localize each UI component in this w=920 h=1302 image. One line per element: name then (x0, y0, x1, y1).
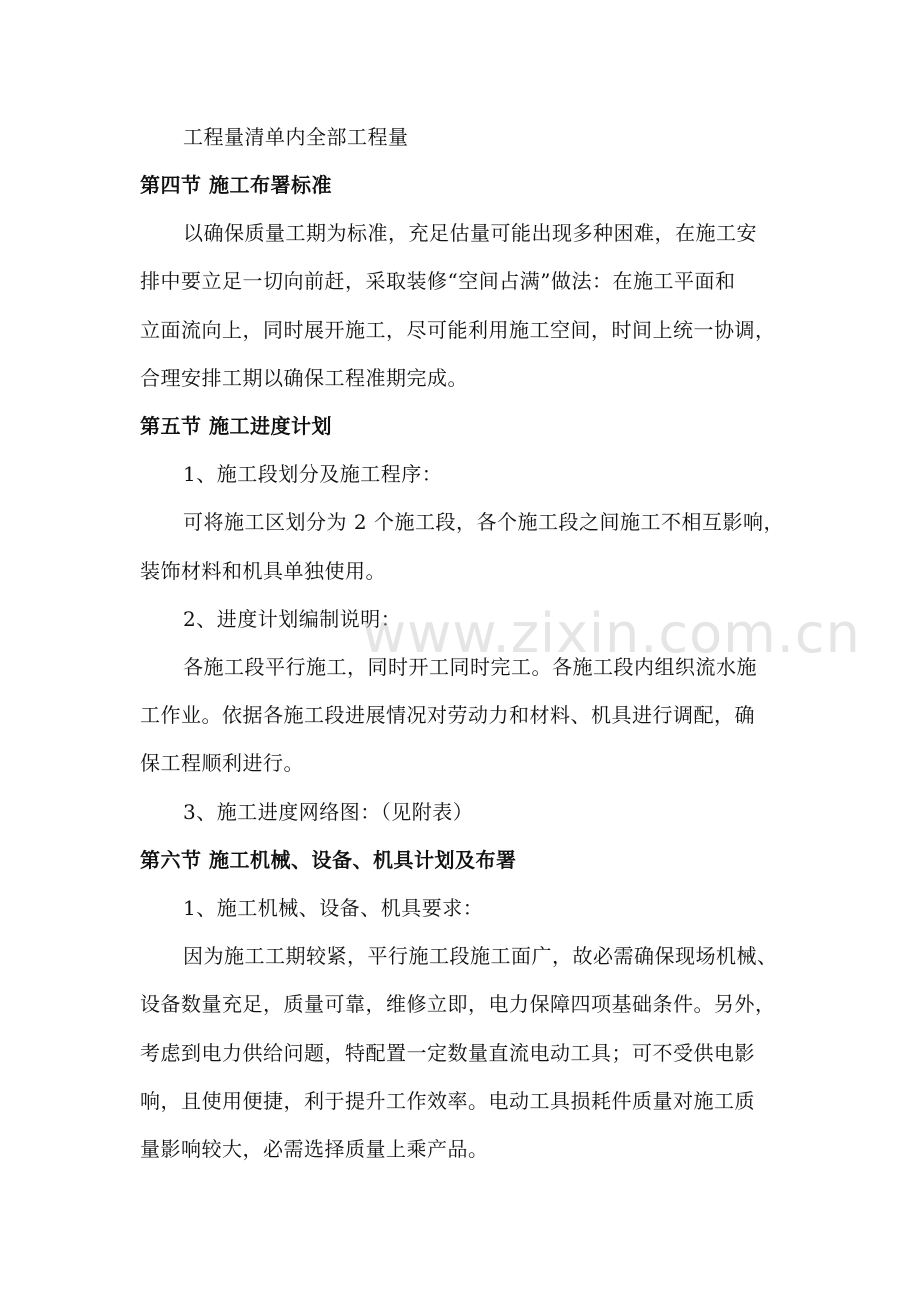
list-item: 1、施工段划分及施工程序： (183, 462, 443, 486)
paragraph-line: 装饰材料和机具单独使用。 (140, 559, 386, 583)
watermark: www.zixin.com.cn (362, 602, 861, 665)
paragraph-line: 因为施工工期较紧，平行施工段施工面广，故必需确保现场机械、 (183, 944, 778, 968)
paragraph-line: 量影响较大，必需选择质量上乘产品。 (140, 1137, 489, 1161)
paragraph-line: 工程量清单内全部工程量 (183, 125, 409, 149)
paragraph-line: 合理安排工期以确保工程准期完成。 (140, 366, 468, 390)
paragraph-line: 响，且使用便捷，利于提升工作效率。电动工具损耗件质量对施工质 (140, 1089, 755, 1113)
paragraph-line: 设备数量充足，质量可靠，维修立即，电力保障四项基础条件。另外， (140, 992, 776, 1016)
section-heading-6: 第六节 施工机械、设备、机具计划及布署 (140, 848, 517, 872)
section-heading-4: 第四节 施工布署标准 (140, 173, 332, 197)
list-item: 2、进度计划编制说明： (183, 607, 402, 631)
list-item: 1、施工机械、设备、机具要求： (183, 896, 484, 920)
list-item: 3、施工进度网络图：（见附表） (183, 800, 474, 824)
paragraph-line: 考虑到电力供给问题，特配置一定数量直流电动工具；可不受供电影 (140, 1041, 755, 1065)
paragraph-line: 立面流向上，同时展开施工，尽可能利用施工空间，时间上统一协调， (140, 318, 776, 342)
paragraph-line: 排中要立足一切向前赶，采取装修“空间占满”做法：在施工平面和 (140, 269, 736, 293)
paragraph-line: 工作业。依据各施工段进展情况对劳动力和材料、机具进行调配，确 (140, 703, 755, 727)
paragraph-line: 保工程顺利进行。 (140, 751, 304, 775)
paragraph-line: 各施工段平行施工，同时开工同时完工。各施工段内组织流水施 (183, 655, 757, 679)
paragraph-line: 可将施工区划分为 2 个施工段，各个施工段之间施工不相互影响， (183, 510, 784, 534)
section-heading-5: 第五节 施工进度计划 (140, 414, 332, 438)
paragraph-line: 以确保质量工期为标准，充足估量可能出现多种困难，在施工安 (183, 221, 757, 245)
